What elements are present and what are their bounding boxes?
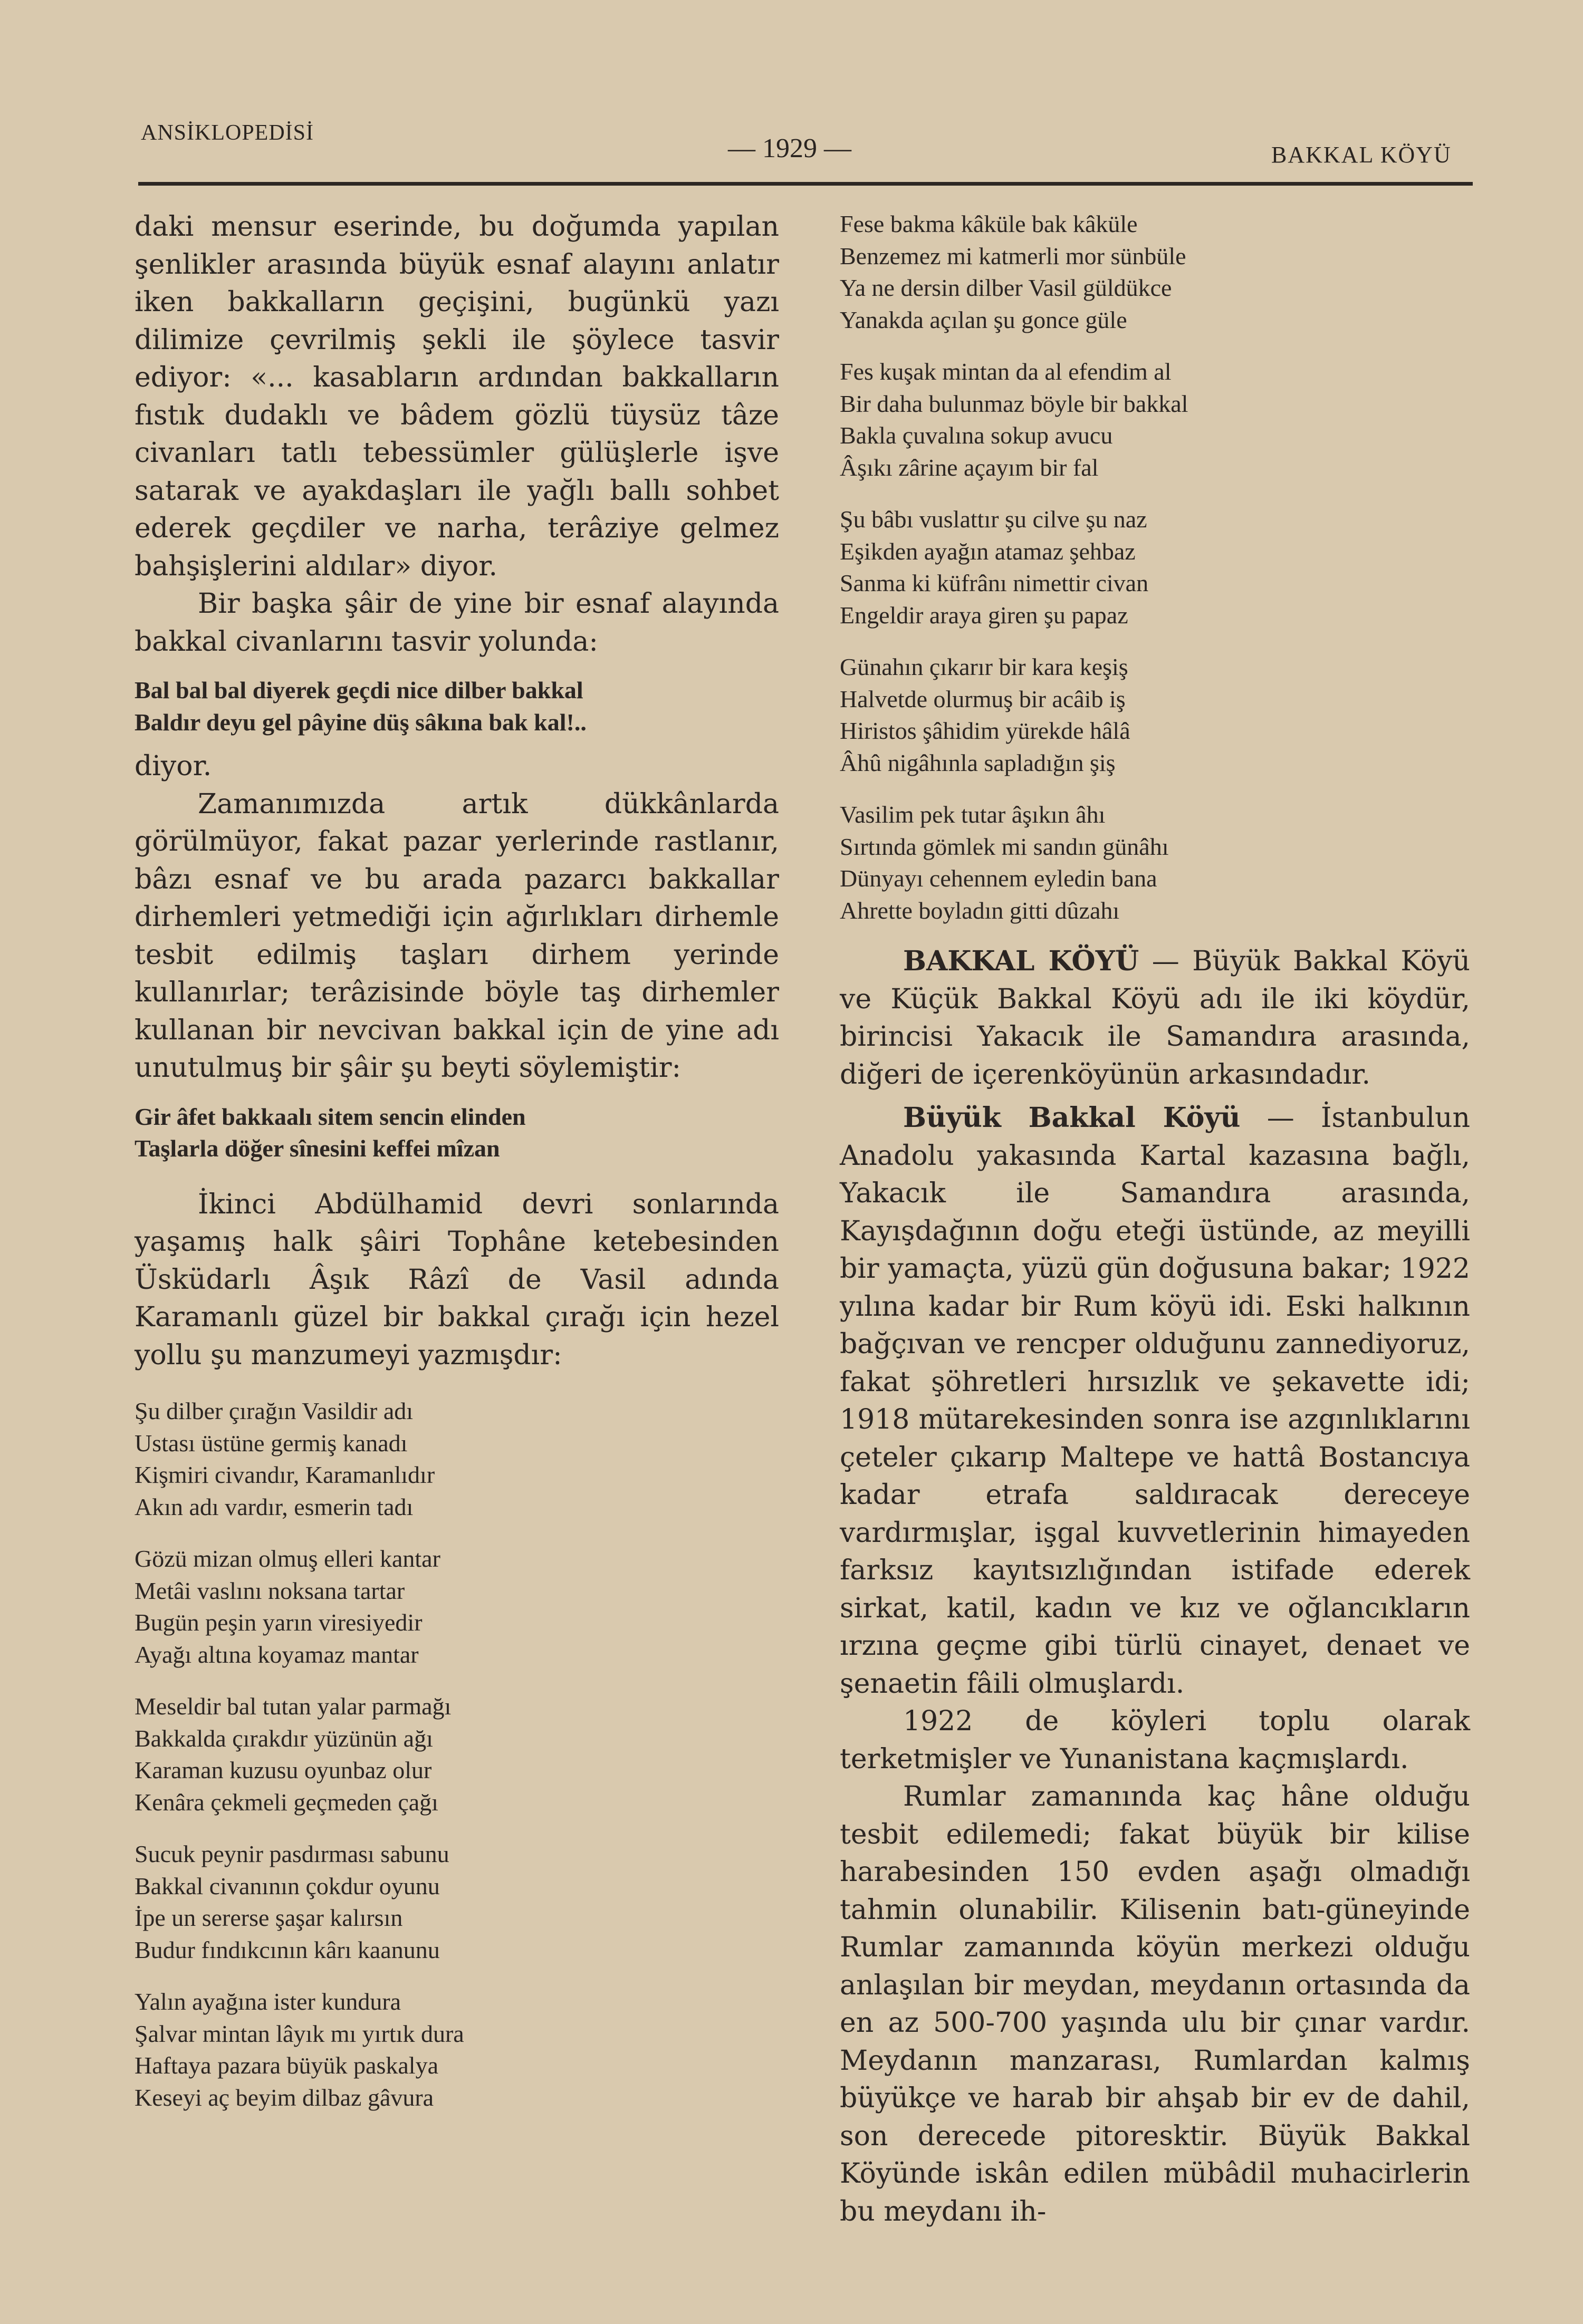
verse-line: Günahın çıkarır bir kara keşiş (840, 653, 1128, 680)
verse-line: Eşikden ayağın atamaz şehbaz (840, 537, 1136, 565)
verse-line: Sucuk peynir pasdırması sabunu (135, 1840, 449, 1867)
verse-line: Şu bâbı vuslattır şu cilve şu naz (840, 506, 1147, 533)
subentry-paragraph (840, 1099, 1470, 1703)
right-stanza (840, 356, 1470, 484)
verse-couplet-2 (135, 1101, 779, 1165)
left-prose-2 (135, 748, 779, 1087)
verse-line: Dünyayı cehennem eyledin bana (840, 865, 1157, 892)
subentry-title: Büyük Bakkal Köyü (903, 1102, 1241, 1134)
verse-line: Yalın ayağına ister kundura (135, 1988, 401, 2015)
verse-line: Budur fındıkcının kârı kaanunu (135, 1936, 440, 1963)
verse-line: Âşıkı zârine açayım bir fal (840, 454, 1099, 481)
verse-line: Baldır deyu gel pâyine düş sâkına bak kal!.. (135, 708, 587, 736)
verse-line: Bir daha bulunmaz böyle bir bakkal (840, 390, 1188, 417)
entry-text: — Büyük Bakkal Köyü ve Küçük Bakkal Köyü adı ile iki köydür, birincisi Yakacık ile Samandıra arasında, diğeri de içerenköyünün arkasındadır. (840, 946, 1470, 1091)
verse-line: Metâi vaslını noksana tartar (135, 1577, 405, 1604)
verse-line: Kenâra çekmeli geçmeden çağı (135, 1788, 438, 1816)
verse-line: Şu dilber çırağın Vasildir adı (135, 1397, 414, 1424)
verse-line: Bal bal bal diyerek geçdi nice dilber bakkal (135, 677, 583, 703)
verse-line: Vasilim pek tutar âşıkın âhı (840, 801, 1106, 828)
verse-line: Gözü mizan olmuş elleri kantar (135, 1545, 440, 1572)
verse-line: Karaman kuzusu oyunbaz olur (135, 1757, 432, 1783)
verse-line: Sırtında gömlek mi sandın günâhı (840, 833, 1169, 860)
running-header-right: BAKKAL KÖYÜ (1271, 142, 1452, 168)
paragraph: diyor. (135, 750, 212, 782)
verse-line: İpe un sererse şaşar kalırsın (135, 1904, 403, 1931)
verse-line: Halvetde olurmuş bir acâib iş (840, 685, 1126, 712)
verse-line: Kişmiri civandır, Karamanlıdır (135, 1461, 435, 1488)
right-column (840, 208, 1470, 2231)
verse-line: Taşlarla döğer sînesini keffei mîzan (135, 1135, 500, 1162)
paragraph: Bir başka şâir de yine bir esnaf alayında bakkal civanlarını tasvir yolunda: (135, 588, 779, 658)
verse-line: Ya ne dersin dilber Vasil güldükce (840, 274, 1172, 301)
left-stanza (135, 1543, 779, 1671)
verse-line: Akın adı vardır, esmerin tadı (135, 1493, 414, 1520)
header-rule (138, 182, 1473, 186)
paragraph: Rumlar zamanında kaç hâne olduğu tesbit edilemedi; fakat büyük bir kilise harabesinden 150 evden aşağı olmadığı tahmin olunabilir. Kilisenin batı-güneyinde Rumlar zamanında köyün merkezi olduğu anlaşılan bir meydan, meydanın ortasında da en az 500-700 yaşında ulu bir çınar vardır. Meydanın manzarası, Rumlardan kalmış büyükçe ve harab bir ahşab bir ev de dahil, son derecede pitoresktir. Büyük Bakkal Köyünde iskân edilen mübâdil muhacirlerin bu meydanı ih- (840, 1781, 1470, 2227)
paragraph: Zamanımızda artık dükkânlarda görülmüyor, fakat pazar yerlerinde rastlanır, bâzı esnaf ve bu arada pazarcı bakkallar dirhemleri yetmediği için ağırlıkları dirhemle tesbit edilmiş taşları dirhem yerinde kullanırlar; terâzisinde böyle taş dirhemler kullanan bir nevcivan bakkal için de yine adı unutulmuş bir şâir şu beyti söylemiştir: (135, 788, 779, 1084)
verse-line: Bakkal civanının çokdur oyunu (135, 1872, 440, 1899)
verse-line: Keseyi aç beyim dilbaz gâvura (135, 2084, 434, 2111)
left-stanza (135, 1986, 779, 2114)
right-stanza (840, 651, 1470, 779)
verse-line: Yanakda açılan şu gonce güle (840, 306, 1127, 333)
verse-line: Bakla çuvalına sokup avucu (840, 422, 1113, 449)
right-stanza (840, 504, 1470, 631)
left-prose-3 (135, 1186, 779, 1375)
right-stanza (840, 208, 1470, 336)
verse-line: Fese bakma kâküle bak kâküle (840, 210, 1138, 237)
running-header-left: ANSİKLOPEDİSİ (141, 121, 314, 145)
verse-line: Hiristos şâhidim yürekde hâlâ (840, 717, 1130, 744)
verse-line: Sanma ki küfrânı nimettir civan (840, 570, 1149, 596)
right-prose (840, 942, 1470, 2231)
verse-line: Ustası üstüne germiş kanadı (135, 1429, 408, 1457)
left-stanza (135, 1691, 779, 1818)
verse-line: Haftaya pazara büyük paskalya (135, 2052, 438, 2079)
entry-title: BAKKAL KÖYÜ (903, 945, 1139, 977)
left-prose-1 (135, 208, 779, 661)
verse-line: Şalvar mintan lâyık mı yırtık dura (135, 2020, 464, 2047)
verse-line: Gir âfet bakkaalı sitem sencin elinden (135, 1103, 526, 1130)
entry-paragraph (840, 942, 1470, 1094)
left-column (135, 208, 779, 2114)
subentry-text: — İstanbulun Anadolu yakasında Kartal kazasına bağlı, Yakacık ile Samandıra arasında, Kayışdağının doğu eteği üstünde, az meyilli bir yamaçta, yüzü gün doğusuna bakar; 1922 yılına kadar bir Rum köyü idi. Eski halkının bağçıvan ve rencper olduğunu zannediyoruz, fakat şöhretleri hırsızlık ve şekavette idi; 1918 mütarekesinden sonra ise azgınlıklarını çeteler çıkarıp Maltepe ve hattâ Bostancıya kadar etrafa saldıracak dereceye vardırmışlar, işgal kuvvetlerinin himayeden farksız kayıtsızlığından istifade ederek sirkat, katil, kadın ve kız ve oğlancıkların ırzına geçme gibi türlü cinayet, denaet ve şenaetin fâili olmuşlardı. (840, 1102, 1470, 1700)
verse-line: Âhû nigâhınla sapladığın şiş (840, 749, 1116, 776)
verse-line: Ayağı altına koyamaz mantar (135, 1641, 419, 1668)
paragraph: İkinci Abdülhamid devri sonlarında yaşamış halk şâiri Tophâne ketebesinden Üsküdarlı Âşık Râzî de Vasil adında Karamanlı güzel bir bakkal çırağı için hezel yollu şu manzumeyi yazmışdır: (135, 1188, 779, 1371)
verse-line: Ahrette boyladın gitti dûzahı (840, 896, 1120, 924)
paragraph: 1922 de köyleri toplu olarak terketmişler ve Yunanistana kaçmışlardı. (840, 1705, 1470, 1775)
verse-couplet-1 (135, 674, 779, 738)
verse-line: Meseldir bal tutan yalar parmağı (135, 1693, 452, 1720)
verse-line: Engeldir araya giren şu papaz (840, 601, 1128, 629)
verse-line: Bakkalda çırakdır yüzünün ağı (135, 1724, 433, 1752)
verse-line: Benzemez mi katmerli mor sünbüle (840, 242, 1186, 269)
left-stanza (135, 1395, 779, 1523)
verse-line: Fes kuşak mintan da al efendim al (840, 358, 1172, 385)
right-stanza (840, 799, 1470, 927)
paragraph: daki mensur eserinde, bu doğumda yapılan şenlikler arasında büyük esnaf alayını anlatır iken bakkalların geçişini, bugünkü yazı dilimize çevrilmiş şekli ile şöylece tasvir ediyor: «... kasabların ardından bakkalların fıstık dudaklı ve bâdem gözlü tüysüz tâze civanları tatlı tebessümler gülüşlerle işve satarak ve ayakdaşları ile yağlı ballı sohbet ederek geçdiler ve narha, terâziye gelmez bahşişlerini aldılar» diyor. (135, 211, 779, 582)
verse-line: Bugün peşin yarın viresiyedir (135, 1609, 423, 1636)
left-stanza (135, 1838, 779, 1966)
page-number: — 1929 — (728, 133, 851, 163)
